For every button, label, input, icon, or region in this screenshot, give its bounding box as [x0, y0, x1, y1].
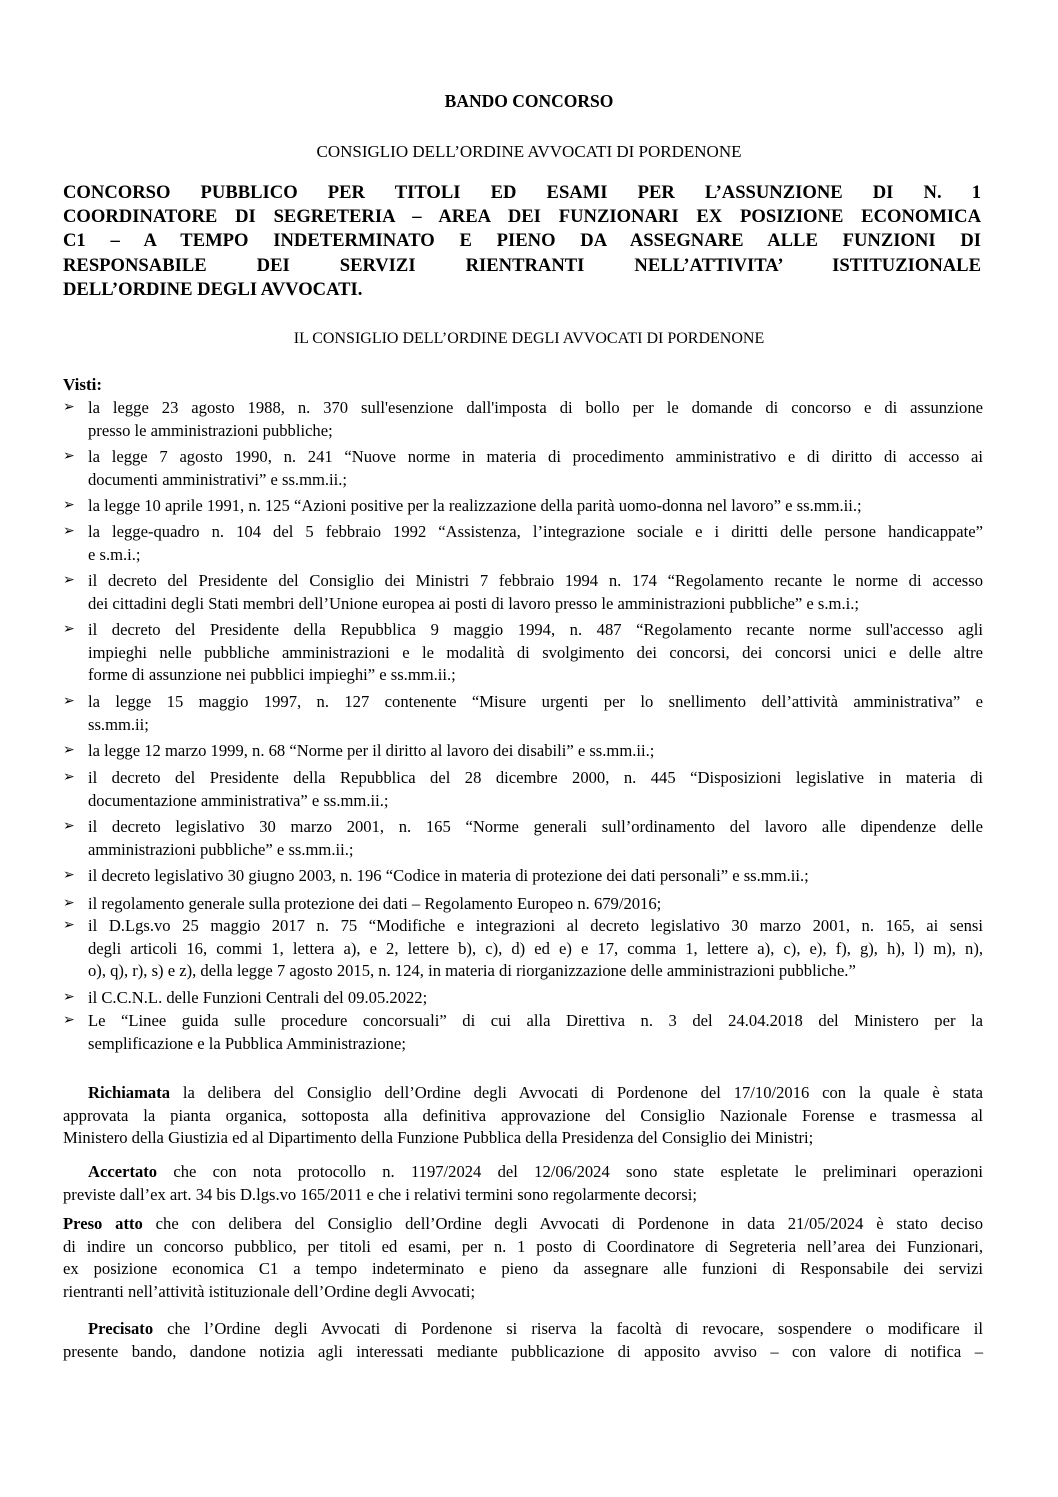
visti-item-text [88, 495, 983, 518]
visti-item-line: il D.Lgs.vo 25 maggio 2017 n. 75 “Modifiche e integrazioni al decreto legislativo 30 marzo 2001, n. 165, ai sensi [88, 916, 983, 935]
visti-item [63, 495, 983, 518]
visti-item-line: la legge 15 maggio 1997, n. 127 contenente “Misure urgenti per lo snellimento dell’attività amministrativa” e [88, 692, 983, 711]
visti-item-line: il decreto del Presidente del Consiglio dei Ministri 7 febbraio 1994 n. 174 “Regolamento recante le norme di accesso [88, 571, 983, 590]
recital-text: che con delibera del Consiglio dell’Ordine degli Avvocati di Pordenone in data 21/05/2024 è stato deciso [142, 1214, 983, 1233]
visti-item-line: la legge 10 aprile 1991, n. 125 “Azioni positive per la realizzazione della parità uomo-donna nel lavoro” e ss.mm.ii.; [88, 496, 862, 515]
recital-line: rientranti nell’attività istituzionale dell’Ordine degli Avvocati; [63, 1281, 476, 1301]
visti-item-line: documentazione amministrativa” e ss.mm.ii.; [88, 790, 389, 810]
visti-item [63, 987, 983, 1010]
visti-item-line: amministrazioni pubbliche” e ss.mm.ii.; [88, 839, 354, 859]
visti-item [63, 691, 983, 736]
recital-line [63, 1161, 983, 1184]
visti-item-line: presso le amministrazioni pubbliche; [88, 420, 333, 440]
visti-item [63, 816, 983, 861]
recital-line [63, 1082, 983, 1105]
visti-item [63, 915, 983, 983]
visti-item-line: il regolamento generale sulla protezione dei dati – Regolamento Europeo n. 679/2016; [88, 894, 662, 913]
visti-item-line: e s.m.i.; [88, 544, 141, 564]
arrow-bullet-icon: ➢ [63, 743, 75, 758]
arrow-bullet-icon: ➢ [63, 449, 75, 464]
visti-item-text [88, 816, 983, 861]
recital-paragraph [63, 1318, 983, 1363]
visti-item-line: la legge-quadro n. 104 del 5 febbraio 1992 “Assistenza, l’integrazione sociale e i diritti delle persone handicappate” [88, 522, 983, 541]
visti-item-text [88, 767, 983, 812]
visti-item [63, 619, 983, 687]
visti-item-line: documenti amministrativi” e ss.mm.ii.; [88, 469, 348, 489]
arrow-bullet-icon: ➢ [63, 694, 75, 709]
recital-line: approvata la pianta organica, sottoposta alla definitiva approvazione del Consiglio Nazionale Forense e trasmessa al [63, 1105, 983, 1125]
visti-item-line: la legge 7 agosto 1990, n. 241 “Nuove norme in materia di procedimento amministrativo e di diritto di accesso ai [88, 447, 983, 466]
subject-line: RESPONSABILE DEI SERVIZI RIENTRANTI NELL’ATTIVITA’ ISTITUZIONALE [63, 254, 981, 276]
visti-item-line: la legge 23 agosto 1988, n. 370 sull'esenzione dall'imposta di bollo per le domande di concorso e di assunzione [88, 398, 983, 417]
competition-subject [63, 181, 981, 302]
arrow-bullet-icon: ➢ [63, 573, 75, 588]
recital-paragraph [63, 1082, 983, 1150]
visti-item [63, 570, 983, 615]
visti-item [63, 893, 983, 916]
visti-item-text [88, 915, 983, 983]
recital-keyword: Richiamata [88, 1083, 171, 1102]
visti-heading: Visti: [63, 375, 103, 394]
visti-item-line: forme di assunzione nei pubblici impieghi” e ss.mm.ii.; [88, 665, 456, 685]
visti-item-line: dei cittadini degli Stati membri dell’Unione europea ai posti di lavoro presso le amministrazioni pubbliche” e s.m.i.; [88, 593, 859, 613]
visti-item-text [88, 740, 983, 763]
recital-text: che l’Ordine degli Avvocati di Pordenone si riserva la facoltà di revocare, sospendere o modificare il [153, 1319, 983, 1338]
visti-item-line: la legge 12 marzo 1999, n. 68 “Norme per il diritto al lavoro dei disabili” e ss.mm.ii.; [88, 741, 655, 760]
subject-line: DELL’ORDINE DEGLI AVVOCATI. [63, 278, 363, 300]
visti-item-text [88, 691, 983, 736]
arrow-bullet-icon: ➢ [63, 868, 75, 883]
visti-item-text [88, 521, 983, 566]
visti-item-line: il decreto del Presidente della Repubblica 9 maggio 1994, n. 487 “Regolamento recante norme sull'accesso agli [88, 620, 983, 639]
arrow-bullet-icon: ➢ [63, 918, 75, 933]
visti-item [63, 1010, 983, 1055]
visti-item-line: il decreto legislativo 30 marzo 2001, n. 165 “Norme generali sull’ordinamento del lavoro alle dipendenze delle [88, 817, 983, 836]
visti-item-line: ss.mm.ii; [88, 714, 149, 734]
arrow-bullet-icon: ➢ [63, 622, 75, 637]
visti-item [63, 767, 983, 812]
council-heading: IL CONSIGLIO DELL’ORDINE DEGLI AVVOCATI DI PORDENONE [293, 330, 765, 347]
recital-line: presente bando, dandone notizia agli interessati mediante pubblicazione di apposito avviso – con valore di notifica – [63, 1341, 983, 1361]
visti-item [63, 397, 983, 442]
issuer-heading: CONSIGLIO DELL’ORDINE AVVOCATI DI PORDENONE [316, 142, 742, 161]
recital-line [63, 1213, 983, 1236]
arrow-bullet-icon: ➢ [63, 1013, 75, 1028]
visti-item-text [88, 570, 983, 615]
recital-line: previste dall’ex art. 34 bis D.lgs.vo 165/2011 e che i relativi termini sono regolarmente decorsi; [63, 1184, 697, 1204]
visti-item-text [88, 865, 983, 888]
visti-item-text [88, 619, 983, 687]
visti-item-text [88, 397, 983, 442]
visti-item-line: impieghi nelle pubbliche amministrazioni e le modalità di svolgimento dei concorsi, dei concorsi unici e delle altre [88, 642, 983, 662]
visti-item-line: o), q), r), s) e z), della legge 7 agosto 2015, n. 124, in materia di riorganizzazione delle amministrazioni pubbliche.” [88, 961, 856, 981]
visti-item-text [88, 893, 983, 916]
arrow-bullet-icon: ➢ [63, 400, 75, 415]
subject-line: COORDINATORE DI SEGRETERIA – AREA DEI FUNZIONARI EX POSIZIONE ECONOMICA [63, 206, 981, 228]
recital-text: che con nota protocollo n. 1197/2024 del 12/06/2024 sono state espletate le preliminari operazioni [157, 1162, 983, 1181]
arrow-bullet-icon: ➢ [63, 524, 75, 539]
visti-item-text [88, 1010, 983, 1055]
recital-line [63, 1318, 983, 1341]
recital-line: Ministero della Giustizia ed al Dipartimento della Funzione Pubblica della Presidenza del Consiglio dei Ministri; [63, 1128, 814, 1148]
recital-line: ex posizione economica C1 a tempo indeterminato e pieno da assegnare alle funzioni di Responsabile dei servizi [63, 1259, 983, 1279]
recital-paragraph [63, 1161, 983, 1206]
visti-item-line: semplificazione e la Pubblica Amministrazione; [88, 1033, 406, 1053]
visti-item-line: il decreto del Presidente della Repubblica del 28 dicembre 2000, n. 445 “Disposizioni legislative in materia di [88, 768, 983, 787]
recital-paragraph [63, 1213, 983, 1303]
visti-item-text [88, 446, 983, 491]
visti-item [63, 865, 983, 888]
arrow-bullet-icon: ➢ [63, 498, 75, 513]
recital-line: di indire un concorso pubblico, per titoli ed esami, per n. 1 posto di Coordinatore di Segreteria nell’area dei Funzionari, [63, 1236, 983, 1256]
visti-item-line: il decreto legislativo 30 giugno 2003, n. 196 “Codice in materia di protezione dei dati personali” e ss.mm.ii.; [88, 866, 809, 885]
recital-keyword: Precisato [88, 1319, 154, 1338]
arrow-bullet-icon: ➢ [63, 819, 75, 834]
arrow-bullet-icon: ➢ [63, 770, 75, 785]
visti-item-line: Le “Linee guida sulle procedure concorsuali” di cui alla Direttiva n. 3 del 24.04.2018 del Ministero per la [88, 1011, 983, 1030]
arrow-bullet-icon: ➢ [63, 896, 75, 911]
visti-item [63, 740, 983, 763]
document-title: BANDO CONCORSO [444, 91, 614, 111]
recital-keyword: Accertato [88, 1162, 158, 1181]
visti-item-line: degli articoli 16, commi 1, lettera a), e 2, lettere b), c), d) ed e) e 17, comma 1, lettere a), c), e), f), g), h), l) m), n), [88, 938, 983, 958]
subject-line: C1 – A TEMPO INDETERMINATO E PIENO DA ASSEGNARE ALLE FUNZIONI DI [63, 230, 981, 252]
visti-item [63, 521, 983, 566]
recital-keyword: Preso atto [63, 1214, 143, 1233]
visti-item-line: il C.C.N.L. delle Funzioni Centrali del 09.05.2022; [88, 988, 428, 1007]
visti-item [63, 446, 983, 491]
recital-text: la delibera del Consiglio dell’Ordine degli Avvocati di Pordenone del 17/10/2016 con la quale è stata [170, 1083, 983, 1102]
subject-line: CONCORSO PUBBLICO PER TITOLI ED ESAMI PER L’ASSUNZIONE DI N. 1 [63, 182, 981, 203]
visti-item-text [88, 987, 983, 1010]
arrow-bullet-icon: ➢ [63, 990, 75, 1005]
